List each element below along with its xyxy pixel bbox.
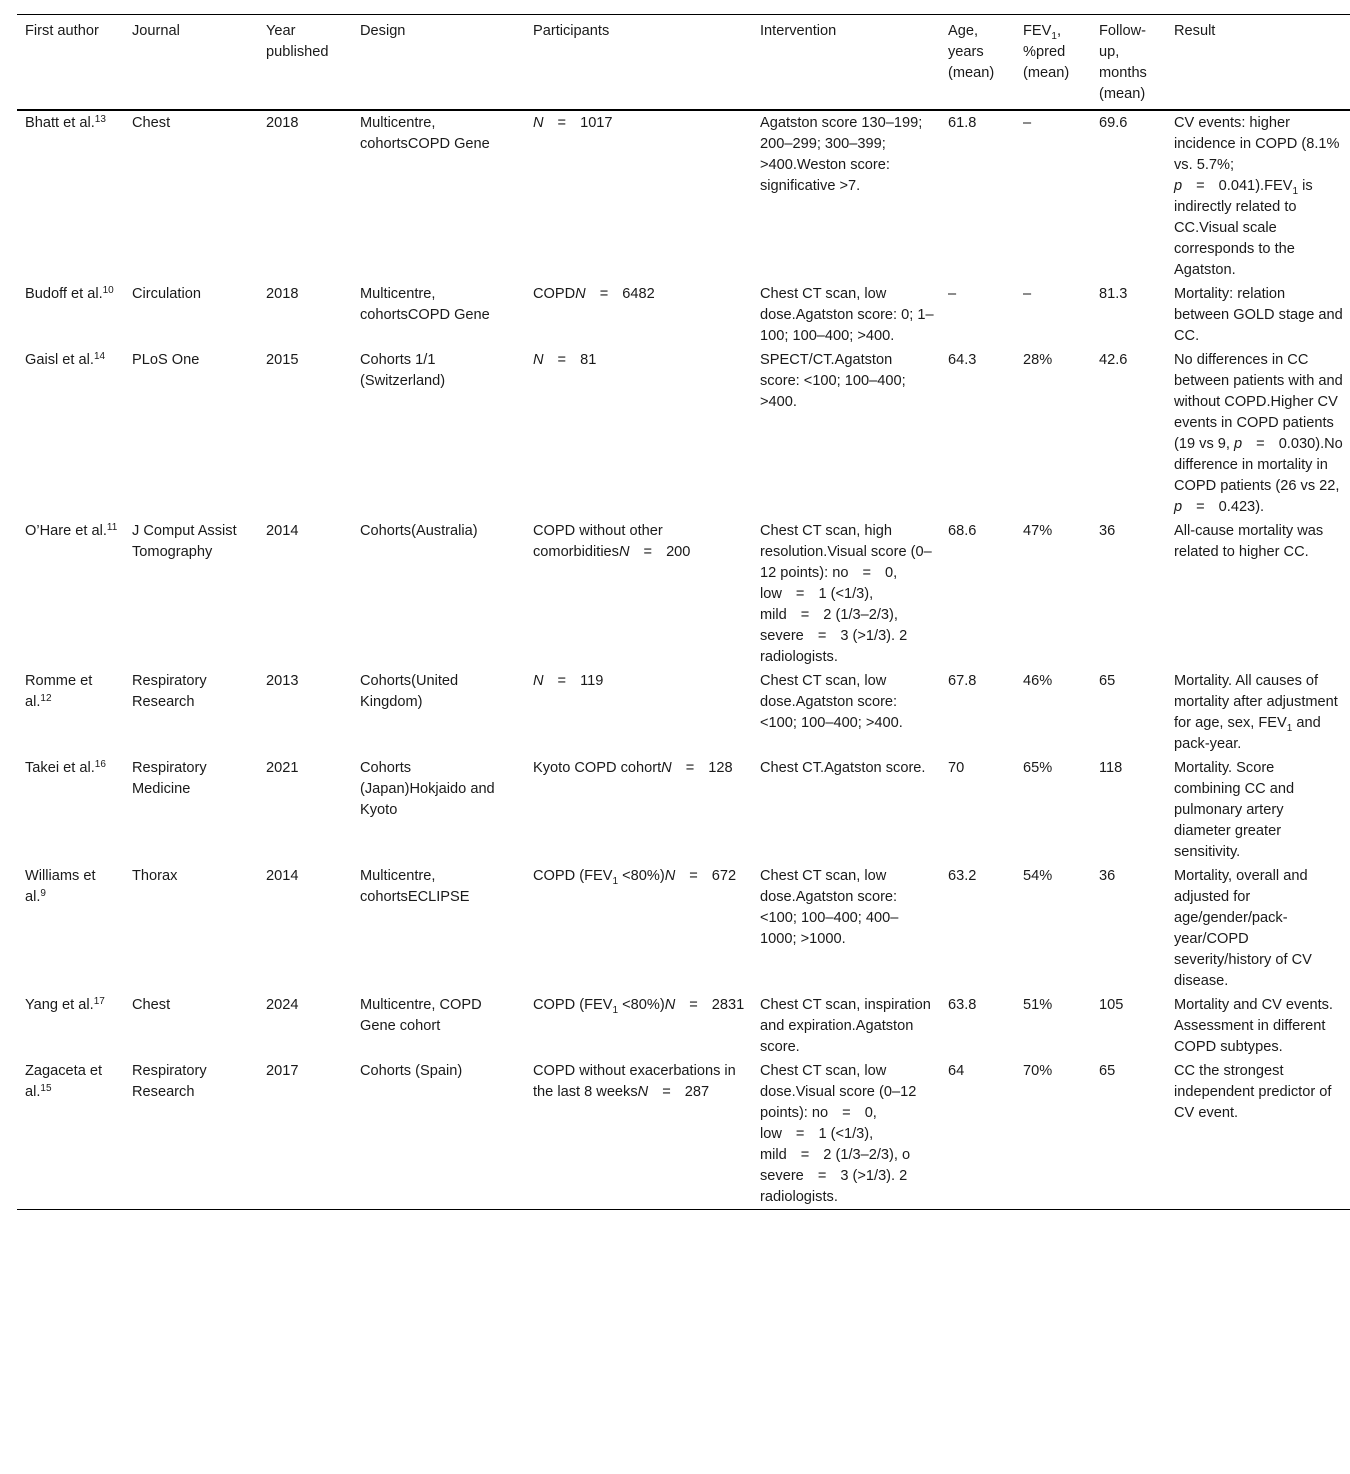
cell-intervention: Chest CT.Agatston score. xyxy=(760,760,926,776)
cell-fev1: – xyxy=(1023,286,1032,302)
col-header-author: First author xyxy=(25,23,99,39)
cell-result: Mortality. All causes of mortality after adjustment for age, sex, $FEV_1$ and pack-year. xyxy=(1174,673,1338,752)
table-row xyxy=(17,348,1350,519)
cell-author: Zagaceta et al.$^{15}$ xyxy=(25,1063,103,1100)
cell-journal: J Comput Assist Tomography xyxy=(132,523,237,560)
studies-table-container xyxy=(17,14,1350,1210)
cell-participants: COPD without other comorbiditiesN = 200 xyxy=(533,523,691,560)
cell-journal: PLoS One xyxy=(132,352,200,368)
cell-followup: 36 xyxy=(1099,868,1116,884)
table-row xyxy=(17,864,1350,993)
cell-year: 2013 xyxy=(266,673,299,689)
cell-followup: 105 xyxy=(1099,997,1124,1013)
cell-fev1: 65% xyxy=(1023,760,1053,776)
col-header-year: Year published xyxy=(266,23,329,60)
cell-author: Romme et al.$^{12}$ xyxy=(25,673,93,710)
cell-design: Multicentre, cohortsCOPD Gene xyxy=(360,115,490,152)
cell-journal: Chest xyxy=(132,115,171,131)
cell-participants: COPD $(FEV_1 <80\%)N = 672$ xyxy=(533,868,737,887)
cell-followup: 36 xyxy=(1099,523,1116,539)
cell-result: Mortality: relation between GOLD stage and CC. xyxy=(1174,286,1343,344)
cell-author: Yang et al.$^{17}$ xyxy=(25,996,105,1013)
cell-result: Mortality, overall and adjusted for age/gender/pack-year/COPD severity/history of CV disease. xyxy=(1174,868,1312,989)
cell-intervention: Chest CT scan, low dose.Agatston score: <100; 100–400; >400. xyxy=(760,673,903,731)
cell-followup: 65 xyxy=(1099,1063,1116,1079)
cell-journal: Circulation xyxy=(132,286,201,302)
table-row xyxy=(17,1059,1350,1210)
cell-journal: Thorax xyxy=(132,868,178,884)
cell-intervention: Agatston score 130–199; 200–299; 300–399; >400.Weston score: significative >7. xyxy=(760,115,923,194)
cell-followup: 65 xyxy=(1099,673,1116,689)
table-row xyxy=(17,669,1350,756)
cell-author: Gaisl et al.$^{14}$ xyxy=(25,351,106,368)
cell-followup: 69.6 xyxy=(1099,115,1128,131)
cell-participants: N = 119 xyxy=(533,673,604,689)
cell-design: Multicentre, cohortsCOPD Gene xyxy=(360,286,490,323)
cell-journal: Respiratory Research xyxy=(132,1063,207,1100)
cell-year: 2018 xyxy=(266,286,299,302)
cell-author: Takei et al.$^{16}$ xyxy=(25,759,106,776)
cell-design: Cohorts(Australia) xyxy=(360,523,478,539)
cell-design: Multicentre, cohortsECLIPSE xyxy=(360,868,470,905)
cell-age: 63.2 xyxy=(948,868,977,884)
cell-journal: Respiratory Research xyxy=(132,673,207,710)
cell-age: 64 xyxy=(948,1063,965,1079)
cell-participants: COPD $(FEV_1 <80\%)N = 2831$ xyxy=(533,997,745,1016)
cell-result: All-cause mortality was related to higher CC. xyxy=(1174,523,1324,560)
col-header-followup: Follow-up, months (mean) xyxy=(1099,23,1147,102)
cell-author: O’Hare et al.$^{11}$ xyxy=(25,522,118,539)
cell-participants: N = 1017 xyxy=(533,115,613,131)
cell-result: No differences in CC between patients with and without COPD.Higher CV events in COPD patients (19 vs 9, p = 0.030).No difference in mortality in COPD patients (26 vs 22, p = 0.423). xyxy=(1174,352,1343,515)
table-row xyxy=(17,282,1350,348)
cell-result: Mortality. Score combining CC and pulmonary artery diameter greater sensitivity. xyxy=(1174,760,1295,860)
cell-year: 2018 xyxy=(266,115,299,131)
cell-participants: N = 81 xyxy=(533,352,597,368)
col-header-journal: Journal xyxy=(132,23,180,39)
cell-fev1: 47% xyxy=(1023,523,1053,539)
cell-design: Cohorts(United Kingdom) xyxy=(360,673,459,710)
cell-fev1: 46% xyxy=(1023,673,1053,689)
cell-fev1: 28% xyxy=(1023,352,1053,368)
col-header-participants: Participants xyxy=(533,23,610,39)
table-row xyxy=(17,110,1350,282)
cell-author: Budoff et al.$^{10}$ xyxy=(25,285,114,302)
cell-intervention: Chest CT scan, high resolution.Visual score (0–12 points): no = 0, low = 1 (<1/3), mild = 2 (1/3–2/3), severe = 3 (>1/3). 2 radiologists. xyxy=(760,523,932,665)
cell-age: 67.8 xyxy=(948,673,977,689)
col-header-age: Age, years (mean) xyxy=(948,23,995,81)
cell-year: 2021 xyxy=(266,760,299,776)
table-row xyxy=(17,519,1350,669)
table-row xyxy=(17,993,1350,1059)
table-row xyxy=(17,756,1350,864)
col-header-intervention: Intervention xyxy=(760,23,837,39)
cell-followup: 118 xyxy=(1099,760,1123,776)
cell-intervention: SPECT/CT.Agatston score: <100; 100–400; >400. xyxy=(760,352,906,410)
cell-author: Williams et al.$^9$ xyxy=(25,868,96,905)
cell-design: Cohorts (Spain) xyxy=(360,1063,463,1079)
table-body xyxy=(17,110,1350,1210)
cell-fev1: – xyxy=(1023,115,1032,131)
studies-table xyxy=(17,14,1350,1210)
cell-journal: Chest xyxy=(132,997,171,1013)
cell-intervention: Chest CT scan, low dose.Agatston score: 0; 1–100; 100–400; >400. xyxy=(760,286,934,344)
cell-age: – xyxy=(948,286,957,302)
cell-intervention: Chest CT scan, low dose.Agatston score: <100; 100–400; 400–1000; >1000. xyxy=(760,868,899,947)
cell-year: 2015 xyxy=(266,352,299,368)
col-header-result: Result xyxy=(1174,23,1216,39)
cell-year: 2024 xyxy=(266,997,299,1013)
cell-participants: COPDN = 6482 xyxy=(533,286,655,302)
cell-intervention: Chest CT scan, low dose.Visual score (0–12 points): no = 0, low = 1 (<1/3), mild = 2 (1/3–2/3), o severe = 3 (>1/3). 2 radiologists. xyxy=(760,1063,917,1205)
cell-year: 2017 xyxy=(266,1063,299,1079)
table-header xyxy=(17,15,1350,111)
col-header-fev1: $FEV_1$, %pred (mean) xyxy=(1023,23,1070,81)
cell-fev1: 70% xyxy=(1023,1063,1053,1079)
cell-design: Cohorts (Japan)Hokjaido and Kyoto xyxy=(360,760,495,818)
cell-age: 68.6 xyxy=(948,523,977,539)
cell-intervention: Chest CT scan, inspiration and expiration.Agatston score. xyxy=(760,997,931,1055)
cell-followup: 81.3 xyxy=(1099,286,1128,302)
cell-followup: 42.6 xyxy=(1099,352,1128,368)
col-header-design: Design xyxy=(360,23,406,39)
cell-participants: COPD without exacerbations in the last 8 weeksN = 287 xyxy=(533,1063,736,1100)
cell-design: Cohorts 1/1 (Switzerland) xyxy=(360,352,446,389)
cell-age: 63.8 xyxy=(948,997,977,1013)
cell-result: CV events: higher incidence in COPD (8.1% vs. 5.7%; $p = 0.041).FEV_1$ is indirectly related to CC.Visual scale corresponds to the Agatston. xyxy=(1174,115,1340,278)
cell-age: 64.3 xyxy=(948,352,977,368)
cell-year: 2014 xyxy=(266,868,299,884)
cell-fev1: 51% xyxy=(1023,997,1053,1013)
cell-participants: Kyoto COPD cohortN = 128 xyxy=(533,760,733,776)
cell-fev1: 54% xyxy=(1023,868,1053,884)
header-row xyxy=(17,15,1350,111)
cell-result: Mortality and CV events. Assessment in different COPD subtypes. xyxy=(1174,997,1333,1055)
cell-journal: Respiratory Medicine xyxy=(132,760,207,797)
cell-author: Bhatt et al.$^{13}$ xyxy=(25,114,106,131)
cell-year: 2014 xyxy=(266,523,299,539)
cell-result: CC the strongest independent predictor of CV event. xyxy=(1174,1063,1332,1121)
cell-design: Multicentre, COPD Gene cohort xyxy=(360,997,482,1034)
cell-age: 61.8 xyxy=(948,115,977,131)
cell-age: 70 xyxy=(948,760,965,776)
